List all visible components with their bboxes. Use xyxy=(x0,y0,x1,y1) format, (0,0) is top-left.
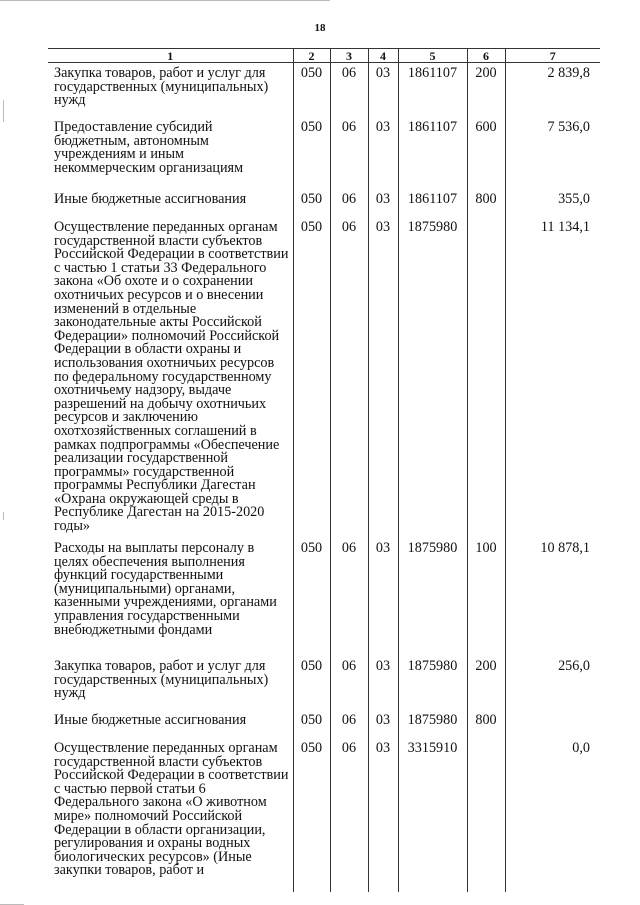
row-code-4: 03 xyxy=(368,738,398,892)
row-amount: 11 134,1 xyxy=(505,217,600,538)
row-code-6: 800 xyxy=(467,189,505,217)
row-code-2: 050 xyxy=(293,538,330,656)
row-code-2: 050 xyxy=(293,63,330,118)
row-amount: 0,0 xyxy=(505,738,600,892)
row-code-4: 03 xyxy=(368,63,398,118)
row-code-3: 06 xyxy=(330,738,368,892)
row-amount: 256,0 xyxy=(505,656,600,710)
budget-table xyxy=(48,48,600,892)
row-code-2: 050 xyxy=(293,189,330,217)
row-code-3: 06 xyxy=(330,189,368,217)
header-row xyxy=(48,49,600,63)
row-code-3: 06 xyxy=(330,117,368,189)
row-code-2: 050 xyxy=(293,710,330,738)
table-row xyxy=(48,217,600,538)
column-header-4: 4 xyxy=(368,49,398,63)
table-row xyxy=(48,738,600,892)
table-row xyxy=(48,117,600,189)
row-code-4: 03 xyxy=(368,710,398,738)
scan-edge-mark xyxy=(3,100,4,122)
row-code-6: 200 xyxy=(467,656,505,710)
table-row xyxy=(48,656,600,710)
table-row xyxy=(48,63,600,118)
row-code-6: 100 xyxy=(467,538,505,656)
row-description: Осуществление переданных органам государственной власти субъектов Российской Федерации в соответствии с частью 1 статьи 33 Федерального закона «Об охоте и о сохранении охотничьих ресурсов и о внесении изменений в отдельные законодательные акты Российской Федерации» полномочий Российской Федерации в области охраны и использования охотничьих ресурсов по федеральному государственному охотничьему надзору, выдаче разрешений на добычу охотничьих ресурсов и заключению охотхозяйственных соглашений в рамках подпрограммы «Обеспечение реализации государственной программы» государственной программы Республики Дагестан «Охрана окружающей среды в Республике Дагестан на 2015-2020 годы» xyxy=(54,219,289,535)
row-code-4: 03 xyxy=(368,217,398,538)
row-description: Закупка товаров, работ и услуг для государственных (муниципальных) нужд xyxy=(54,65,269,109)
row-description: Иные бюджетные ассигнования xyxy=(54,712,247,728)
column-header-5: 5 xyxy=(398,49,467,63)
row-code-5: 1875980 xyxy=(398,538,467,656)
row-code-4: 03 xyxy=(368,117,398,189)
row-code-3: 06 xyxy=(330,710,368,738)
row-code-3: 06 xyxy=(330,538,368,656)
row-code-5: 1861107 xyxy=(398,63,467,118)
row-code-6: 800 xyxy=(467,710,505,738)
row-code-5: 1875980 xyxy=(398,710,467,738)
row-description: Иные бюджетные ассигнования xyxy=(54,191,247,207)
row-code-2: 050 xyxy=(293,738,330,892)
row-code-3: 06 xyxy=(330,217,368,538)
row-code-2: 050 xyxy=(293,217,330,538)
column-header-1: 1 xyxy=(48,49,293,63)
row-code-6 xyxy=(467,217,505,538)
row-amount xyxy=(505,710,600,738)
row-amount: 10 878,1 xyxy=(505,538,600,656)
row-code-2: 050 xyxy=(293,117,330,189)
row-code-2: 050 xyxy=(293,656,330,710)
row-amount: 7 536,0 xyxy=(505,117,600,189)
row-code-4: 03 xyxy=(368,189,398,217)
row-code-5: 3315910 xyxy=(398,738,467,892)
row-amount: 355,0 xyxy=(505,189,600,217)
column-header-6: 6 xyxy=(467,49,505,63)
row-description: Расходы на выплаты персоналу в целях обеспечения выполнения функций государственными (муниципальными) органами, казенными учреждениями, органами управления государственными внебюджетными фондами xyxy=(54,540,277,638)
column-header-3: 3 xyxy=(330,49,368,63)
row-code-6 xyxy=(467,738,505,892)
row-code-3: 06 xyxy=(330,63,368,118)
row-code-3: 06 xyxy=(330,656,368,710)
table-row xyxy=(48,710,600,738)
row-amount: 2 839,8 xyxy=(505,63,600,118)
row-description: Предоставление субсидий бюджетным, автономным учреждениям и иным некоммерческим организациям xyxy=(54,119,244,176)
column-header-7: 7 xyxy=(505,49,600,63)
scan-edge-mark xyxy=(3,512,4,520)
row-code-5: 1861107 xyxy=(398,117,467,189)
row-code-5: 1861107 xyxy=(398,189,467,217)
row-code-6: 600 xyxy=(467,117,505,189)
row-code-5: 1875980 xyxy=(398,217,467,538)
row-code-5: 1875980 xyxy=(398,656,467,710)
row-code-6: 200 xyxy=(467,63,505,118)
row-code-4: 03 xyxy=(368,538,398,656)
page-number: 18 xyxy=(314,22,326,34)
row-description: Закупка товаров, работ и услуг для государственных (муниципальных) нужд xyxy=(54,658,269,702)
table-row xyxy=(48,538,600,656)
row-description: Осуществление переданных органам государственной власти субъектов Российской Федерации в соответствии с частью первой статьи 6 Федерального закона «О животном мире» полномочий Российской Федерации в области организации, регулирования и охраны водных биологических ресурсов» (Иные закупки товаров, работ и xyxy=(54,740,289,879)
row-code-4: 03 xyxy=(368,656,398,710)
scan-edge-mark xyxy=(0,0,330,1)
table-row xyxy=(48,189,600,217)
column-header-2: 2 xyxy=(293,49,330,63)
